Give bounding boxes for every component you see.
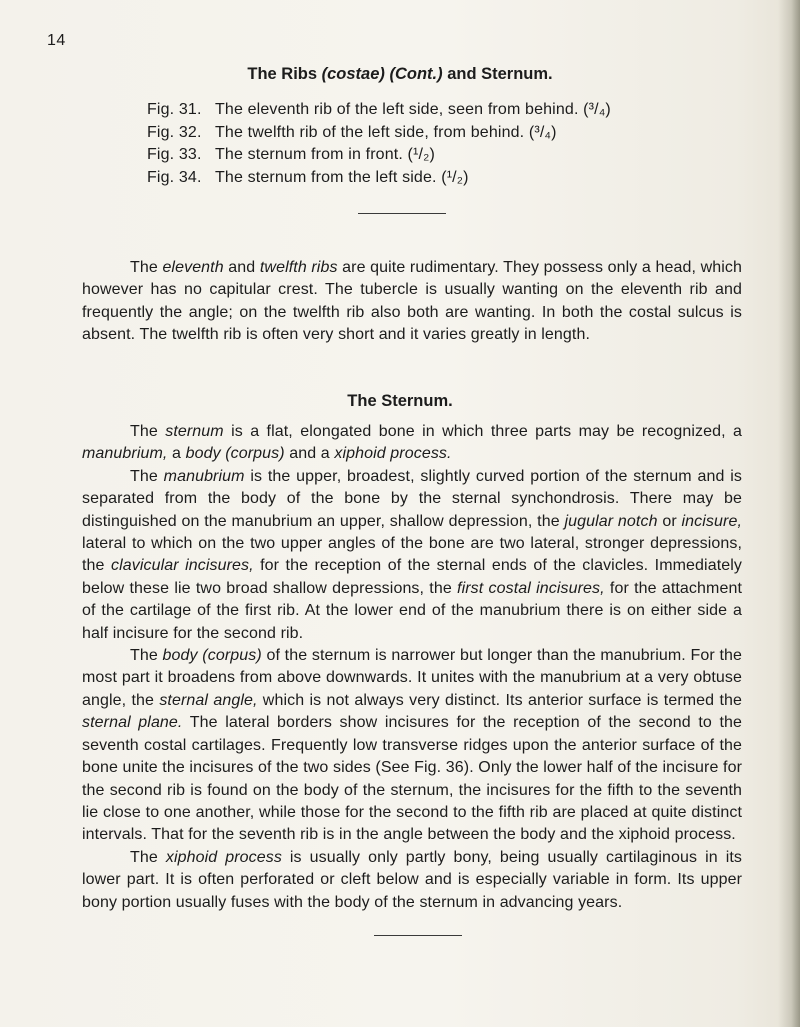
header-title-italic: (costae) (Cont.) [321,65,443,83]
italic-term: sternal plane. [82,714,183,732]
text-run: The [130,423,166,440]
figure-caption [147,122,747,145]
text-run: is a flat, elongated bone in which three parts may be recognized, a [223,423,742,440]
body-corpus-paragraph [82,645,742,847]
text-run: is the upper, broadest, slightly curved portion of the sternum and is separated from the body of the bone by the sternal synchondrosis. There may be distinguished on the manubrium an upper, shallow depression, the [82,467,742,530]
text-run: which is not always very distinct. Its anterior surface is termed the [257,691,743,709]
italic-term: sternal angle, [159,691,258,709]
figure-caption [147,99,747,122]
header-title-suffix: and Sternum. [442,65,553,83]
italic-term: clavicular incisures, [110,557,254,575]
italic-term: xiphoid process. [334,445,452,463]
italic-term: body (corpus) [185,445,285,463]
figure-caption [147,167,747,190]
figure-number: Fig. 32. [147,123,202,141]
text-run: a [167,445,186,463]
ribs-paragraph-block [82,257,742,347]
sternum-section-title: The Sternum. [347,392,453,410]
italic-term: jugular notch [564,512,658,530]
text-run: is usually only partly bony, being usually cartilaginous in its lower part. It is often perforated or cleft below and is especially variable in form. Its upper bony portion usually fuses with the body of the sternum in advancing years. [82,848,742,911]
italic-term: twelfth ribs [259,259,338,276]
text-run: for the reception of the sternal ends of the clavicles. Immediately below these lie two broad shallow depressions, the [82,557,743,597]
header-title-prefix: The Ribs [247,65,322,83]
italic-term: first costal incisures, [457,579,605,597]
sternum-text-block [82,421,742,914]
italic-term: eleventh [162,259,224,276]
figure-number: Fig. 31. [147,101,202,118]
manubrium-paragraph [82,466,742,645]
figure-caption [147,144,747,167]
italic-term: manubrium, [82,445,168,463]
text-run: The [130,647,163,665]
text-run: The lateral borders show incisures for the reception of the second to the seventh costal cartilages. Frequently low transverse ridges upon the anterior surface of the bone unite the incisures of the two sides (See Fig. 36). Only the lower half of the incisure for the second rib is found on the body of the sternum, the incisures for the fifth to the seventh lie close to one another, while those for the second to the fifth rib are placed at quite distinct intervals. That for the seventh rib is in the angle between the body and the xiphoid process. [82,714,742,844]
italic-term: body (corpus) [162,647,262,665]
section-divider [374,935,462,936]
italic-term: sternum [165,423,224,440]
page-edge-shadow [778,0,800,1027]
page-header-title [0,65,800,84]
figure-caption-text: The twelfth rib of the left side, from behind. (³/₄) [215,123,557,141]
figure-caption-text: The eleventh rib of the left side, seen from behind. (³/₄) [215,101,611,118]
figure-number: Fig. 33. [147,146,202,163]
page-number: 14 [47,32,66,49]
ribs-paragraph [82,257,742,347]
figure-caption-text: The sternum from the left side. (¹/₂) [215,168,469,186]
figure-number: Fig. 34. [147,168,202,186]
figure-caption-list [147,99,747,189]
text-run: and a [284,445,335,463]
xiphoid-paragraph [82,847,742,914]
text-run: and [223,259,260,276]
sternum-paragraph [82,421,742,466]
italic-term: xiphoid process [165,848,282,866]
italic-term: manubrium [163,467,245,485]
text-run: for the attachment of the cartilage of the first rib. At the lower end of the manubrium there is on either side a half incisure for the second rib. [82,579,743,642]
text-run: The [130,259,163,276]
italic-term: incisure, [681,512,742,530]
text-run: of the sternum is narrower but longer than the manubrium. For the most part it broadens from above downwards. It unites with the manubrium at a very obtuse angle, the [82,647,742,709]
section-divider [358,213,446,214]
text-run: or [657,512,682,530]
text-run: lateral to which on the two upper angles of the bone are two lateral, stronger depressions, the [82,535,742,575]
figure-caption-text: The sternum from in front. (¹/₂) [215,146,435,163]
text-run: The [130,467,164,485]
text-run: The [130,848,166,866]
text-run: are quite rudimentary. They possess only a head, which however has no capitular crest. The tubercle is usually wanting on the eleventh rib and frequently the angle; on the twelfth rib also both are wanting. In both the costal sulcus is absent. The twelfth rib is often very short and it varies greatly in length. [82,259,743,344]
